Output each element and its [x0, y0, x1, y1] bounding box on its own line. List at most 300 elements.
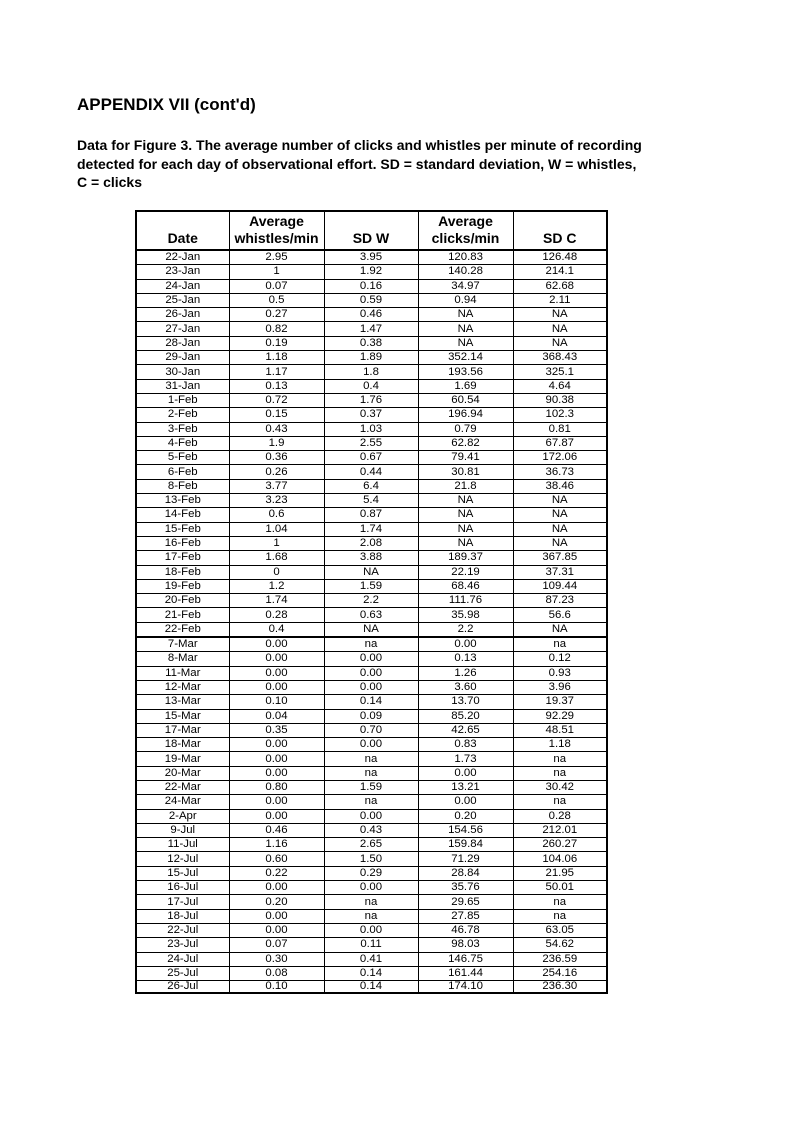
cell-avg-clicks: 352.14 [418, 351, 513, 365]
cell-sd-clicks: 56.6 [513, 608, 607, 622]
table-row [136, 465, 607, 479]
header-average-whistles: Average whistles/min [229, 211, 324, 250]
cell-avg-whistles: 0.00 [229, 637, 324, 652]
table-body [136, 250, 607, 993]
cell-avg-clicks: 146.75 [418, 952, 513, 966]
table-row [136, 780, 607, 794]
cell-date: 19-Feb [136, 579, 229, 593]
cell-avg-whistles: 1.04 [229, 522, 324, 536]
cell-avg-clicks: 42.65 [418, 723, 513, 737]
cell-sd-clicks: 3.96 [513, 680, 607, 694]
cell-avg-clicks: 120.83 [418, 250, 513, 265]
cell-avg-clicks: 13.21 [418, 780, 513, 794]
cell-sd-clicks: 172.06 [513, 451, 607, 465]
caption-line: detected for each day of observational effort. SD = standard deviation, W = whistles, [77, 155, 637, 172]
cell-avg-whistles: 0 [229, 565, 324, 579]
figure-caption [77, 136, 717, 192]
cell-sd-whistles: 1.92 [324, 265, 418, 279]
cell-sd-whistles: 2.2 [324, 594, 418, 608]
cell-sd-clicks: NA [513, 536, 607, 550]
cell-avg-clicks: 0.94 [418, 293, 513, 307]
cell-avg-whistles: 0.00 [229, 881, 324, 895]
cell-sd-clicks: 63.05 [513, 923, 607, 937]
cell-avg-whistles: 0.00 [229, 752, 324, 766]
table-row [136, 637, 607, 652]
cell-avg-clicks: 193.56 [418, 365, 513, 379]
cell-sd-whistles: na [324, 795, 418, 809]
cell-date: 20-Mar [136, 766, 229, 780]
cell-sd-whistles: 0.41 [324, 952, 418, 966]
table-row [136, 508, 607, 522]
cell-date: 23-Jan [136, 265, 229, 279]
cell-avg-whistles: 0.15 [229, 408, 324, 422]
table-row [136, 451, 607, 465]
cell-sd-whistles: 0.59 [324, 293, 418, 307]
cell-sd-clicks: na [513, 895, 607, 909]
cell-sd-whistles: 1.50 [324, 852, 418, 866]
cell-sd-clicks: 54.62 [513, 938, 607, 952]
cell-sd-whistles: 0.00 [324, 666, 418, 680]
cell-date: 14-Feb [136, 508, 229, 522]
table-row [136, 838, 607, 852]
cell-avg-clicks: 0.00 [418, 795, 513, 809]
cell-avg-whistles: 0.27 [229, 308, 324, 322]
table-row [136, 379, 607, 393]
cell-avg-whistles: 0.6 [229, 508, 324, 522]
cell-sd-clicks: 0.28 [513, 809, 607, 823]
cell-sd-clicks: 48.51 [513, 723, 607, 737]
cell-sd-whistles: 0.00 [324, 738, 418, 752]
cell-avg-clicks: 2.2 [418, 622, 513, 637]
cell-sd-clicks: na [513, 752, 607, 766]
cell-avg-clicks: 46.78 [418, 923, 513, 937]
table-row [136, 952, 607, 966]
cell-sd-whistles: na [324, 909, 418, 923]
cell-avg-whistles: 0.46 [229, 823, 324, 837]
cell-sd-clicks: 212.01 [513, 823, 607, 837]
cell-date: 2-Apr [136, 809, 229, 823]
cell-date: 17-Jul [136, 895, 229, 909]
cell-sd-whistles: 1.74 [324, 522, 418, 536]
cell-sd-clicks: 102.3 [513, 408, 607, 422]
cell-date: 6-Feb [136, 465, 229, 479]
cell-date: 26-Jan [136, 308, 229, 322]
header-date: Date [136, 211, 229, 250]
cell-avg-clicks: 0.83 [418, 738, 513, 752]
table-row [136, 579, 607, 593]
cell-sd-clicks: 126.48 [513, 250, 607, 265]
cell-sd-whistles: 0.4 [324, 379, 418, 393]
cell-avg-clicks: 1.73 [418, 752, 513, 766]
table-row [136, 322, 607, 336]
cell-sd-whistles: 1.76 [324, 393, 418, 407]
table-row [136, 393, 607, 407]
cell-avg-clicks: 35.98 [418, 608, 513, 622]
cell-date: 22-Jul [136, 923, 229, 937]
cell-date: 15-Feb [136, 522, 229, 536]
cell-sd-whistles: 1.47 [324, 322, 418, 336]
table-row [136, 695, 607, 709]
cell-avg-whistles: 0.60 [229, 852, 324, 866]
table-row [136, 709, 607, 723]
cell-date: 25-Jul [136, 966, 229, 980]
cell-sd-clicks: 236.30 [513, 981, 607, 994]
cell-sd-whistles: 0.00 [324, 923, 418, 937]
cell-avg-clicks: 0.13 [418, 652, 513, 666]
cell-avg-clicks: 22.19 [418, 565, 513, 579]
cell-avg-whistles: 0.07 [229, 279, 324, 293]
cell-sd-clicks: 367.85 [513, 551, 607, 565]
cell-sd-whistles: 0.46 [324, 308, 418, 322]
cell-date: 20-Feb [136, 594, 229, 608]
cell-avg-clicks: 0.79 [418, 422, 513, 436]
cell-avg-whistles: 0.00 [229, 766, 324, 780]
cell-avg-whistles: 0.00 [229, 795, 324, 809]
cell-sd-whistles: 0.87 [324, 508, 418, 522]
table-row [136, 336, 607, 350]
header-sd-whistles: SD W [324, 211, 418, 250]
cell-sd-clicks: 109.44 [513, 579, 607, 593]
header-average-clicks: Average clicks/min [418, 211, 513, 250]
cell-date: 24-Jul [136, 952, 229, 966]
cell-sd-clicks: 90.38 [513, 393, 607, 407]
table-header-row [136, 211, 607, 250]
cell-sd-whistles: 0.00 [324, 680, 418, 694]
cell-sd-whistles: 0.43 [324, 823, 418, 837]
cell-avg-whistles: 1.18 [229, 351, 324, 365]
cell-avg-clicks: NA [418, 322, 513, 336]
table-row [136, 881, 607, 895]
cell-date: 26-Jul [167, 980, 199, 993]
cell-date: 18-Mar [136, 738, 229, 752]
cell-date: 11-Jul [136, 838, 229, 852]
cell-avg-clicks: 1.69 [418, 379, 513, 393]
table-row [136, 293, 607, 307]
cell-avg-whistles: 0.4 [229, 622, 324, 637]
table-row [136, 408, 607, 422]
cell-avg-whistles: 0.10 [229, 981, 324, 994]
cell-sd-clicks: 368.43 [513, 351, 607, 365]
cell-avg-clicks: NA [418, 536, 513, 550]
table-row [136, 938, 607, 952]
cell-avg-clicks: NA [418, 522, 513, 536]
cell-date: 8-Mar [136, 652, 229, 666]
cell-avg-clicks: 98.03 [418, 938, 513, 952]
cell-sd-whistles: NA [324, 622, 418, 637]
cell-sd-clicks: NA [513, 322, 607, 336]
cell-avg-clicks: 85.20 [418, 709, 513, 723]
cell-date: 21-Feb [136, 608, 229, 622]
cell-sd-clicks: 2.11 [513, 293, 607, 307]
cell-sd-whistles: 0.44 [324, 465, 418, 479]
cell-avg-clicks: 189.37 [418, 551, 513, 565]
table-row [136, 565, 607, 579]
cell-sd-whistles: 0.00 [324, 652, 418, 666]
cell-avg-whistles: 0.36 [229, 451, 324, 465]
cell-avg-whistles: 0.07 [229, 938, 324, 952]
cell-sd-clicks: na [513, 795, 607, 809]
cell-sd-whistles: 0.38 [324, 336, 418, 350]
cell-date: 31-Jan [136, 379, 229, 393]
cell-sd-clicks: 50.01 [513, 881, 607, 895]
table-row [136, 250, 607, 265]
caption-line: C = clicks [77, 174, 142, 190]
cell-sd-clicks: 92.29 [513, 709, 607, 723]
appendix-heading: APPENDIX VII (cont'd) [77, 95, 256, 114]
table-row [136, 981, 607, 994]
cell-avg-clicks: 159.84 [418, 838, 513, 852]
cell-date: 18-Jul [136, 909, 229, 923]
cell-avg-whistles: 1.16 [229, 838, 324, 852]
cell-date: 5-Feb [136, 451, 229, 465]
cell-avg-whistles: 0.00 [229, 652, 324, 666]
cell-sd-clicks: na [513, 909, 607, 923]
table-row [136, 522, 607, 536]
cell-sd-clicks: NA [513, 336, 607, 350]
clicks-whistles-table [135, 210, 608, 994]
cell-sd-clicks: 0.81 [513, 422, 607, 436]
cell-sd-clicks: 254.16 [513, 966, 607, 980]
cell-sd-whistles: na [324, 895, 418, 909]
cell-avg-clicks: 1.26 [418, 666, 513, 680]
cell-date: 8-Feb [136, 479, 229, 493]
table-row [136, 622, 607, 637]
cell-date: 23-Jul [136, 938, 229, 952]
cell-sd-whistles: 0.63 [324, 608, 418, 622]
cell-sd-whistles: 1.8 [324, 365, 418, 379]
cell-avg-clicks: 27.85 [418, 909, 513, 923]
cell-avg-whistles: 1.74 [229, 594, 324, 608]
cell-sd-whistles: 1.59 [324, 780, 418, 794]
cell-avg-whistles: 0.10 [229, 695, 324, 709]
cell-sd-clicks: 236.59 [513, 952, 607, 966]
cell-date: 28-Jan [136, 336, 229, 350]
cell-avg-clicks: 35.76 [418, 881, 513, 895]
cell-sd-whistles: 0.14 [324, 966, 418, 980]
cell-avg-clicks: NA [418, 336, 513, 350]
cell-sd-clicks: 214.1 [513, 265, 607, 279]
table-row [136, 823, 607, 837]
cell-date: 16-Jul [136, 881, 229, 895]
table-row [136, 809, 607, 823]
cell-avg-whistles: 0.00 [229, 909, 324, 923]
cell-avg-clicks: 34.97 [418, 279, 513, 293]
cell-sd-whistles: 0.29 [324, 866, 418, 880]
cell-avg-clicks: 111.76 [418, 594, 513, 608]
cell-sd-whistles: 3.88 [324, 551, 418, 565]
cell-avg-clicks: NA [418, 508, 513, 522]
cell-date: 22-Mar [136, 780, 229, 794]
cell-date: 19-Mar [136, 752, 229, 766]
table-row [136, 536, 607, 550]
table-row [136, 594, 607, 608]
cell-avg-whistles: 0.00 [229, 809, 324, 823]
cell-avg-whistles: 0.72 [229, 393, 324, 407]
cell-sd-whistles: na [324, 766, 418, 780]
table-row [136, 752, 607, 766]
table-row [136, 551, 607, 565]
cell-sd-clicks: 104.06 [513, 852, 607, 866]
cell-avg-clicks: 140.28 [418, 265, 513, 279]
cell-avg-clicks: 196.94 [418, 408, 513, 422]
table-row [136, 738, 607, 752]
cell-date: 1-Feb [136, 393, 229, 407]
cell-sd-clicks: 4.64 [513, 379, 607, 393]
cell-avg-clicks: 0.20 [418, 809, 513, 823]
cell-avg-whistles: 1 [229, 265, 324, 279]
cell-date: 29-Jan [136, 351, 229, 365]
cell-sd-clicks: 38.46 [513, 479, 607, 493]
cell-sd-whistles: 2.65 [324, 838, 418, 852]
cell-date: 17-Mar [136, 723, 229, 737]
cell-sd-whistles: 0.16 [324, 279, 418, 293]
cell-sd-whistles: 6.4 [324, 479, 418, 493]
cell-sd-clicks: 30.42 [513, 780, 607, 794]
table-row [136, 652, 607, 666]
cell-avg-clicks: 62.82 [418, 436, 513, 450]
table-row [136, 351, 607, 365]
cell-sd-clicks: 260.27 [513, 838, 607, 852]
cell-avg-whistles: 0.00 [229, 923, 324, 937]
cell-sd-whistles: 1.89 [324, 351, 418, 365]
cell-avg-clicks: 79.41 [418, 451, 513, 465]
cell-avg-whistles: 0.26 [229, 465, 324, 479]
cell-date: 11-Mar [136, 666, 229, 680]
cell-avg-whistles: 0.00 [229, 680, 324, 694]
cell-sd-whistles: 2.08 [324, 536, 418, 550]
cell-date: 15-Mar [136, 709, 229, 723]
cell-sd-clicks: 36.73 [513, 465, 607, 479]
cell-sd-clicks: NA [513, 494, 607, 508]
cell-sd-whistles: 0.37 [324, 408, 418, 422]
table-row [136, 795, 607, 809]
table-row [136, 766, 607, 780]
header-sd-clicks: SD C [513, 211, 607, 250]
cell-date: 12-Jul [136, 852, 229, 866]
table-row [136, 365, 607, 379]
cell-date: 22-Feb [136, 622, 229, 637]
cell-sd-whistles: 0.70 [324, 723, 418, 737]
cell-date: 4-Feb [136, 436, 229, 450]
cell-avg-clicks: 28.84 [418, 866, 513, 880]
cell-avg-whistles: 1.68 [229, 551, 324, 565]
cell-avg-whistles: 3.77 [229, 479, 324, 493]
cell-date: 9-Jul [136, 823, 229, 837]
cell-avg-whistles: 0.5 [229, 293, 324, 307]
cell-date: 7-Mar [136, 637, 229, 652]
cell-sd-whistles: 0.67 [324, 451, 418, 465]
cell-date: 13-Mar [136, 695, 229, 709]
cell-sd-clicks: 21.95 [513, 866, 607, 880]
cell-date: 24-Mar [136, 795, 229, 809]
cell-avg-whistles: 1.2 [229, 579, 324, 593]
table-row [136, 923, 607, 937]
cell-avg-clicks: 21.8 [418, 479, 513, 493]
cell-date: 16-Feb [136, 536, 229, 550]
cell-sd-clicks: NA [513, 508, 607, 522]
cell-sd-whistles: 0.11 [324, 938, 418, 952]
table-row [136, 666, 607, 680]
cell-avg-clicks: 60.54 [418, 393, 513, 407]
cell-avg-whistles: 0.22 [229, 866, 324, 880]
table-row [136, 895, 607, 909]
table-row [136, 422, 607, 436]
table-row [136, 265, 607, 279]
cell-avg-clicks: 71.29 [418, 852, 513, 866]
cell-sd-whistles: 1.59 [324, 579, 418, 593]
cell-avg-clicks: 68.46 [418, 579, 513, 593]
table-row [136, 436, 607, 450]
table-row [136, 866, 607, 880]
table-row [136, 909, 607, 923]
cell-avg-whistles: 2.95 [229, 250, 324, 265]
cell-sd-clicks: 62.68 [513, 279, 607, 293]
cell-avg-whistles: 1.9 [229, 436, 324, 450]
table-row [136, 608, 607, 622]
cell-date: 30-Jan [136, 365, 229, 379]
cell-avg-clicks: 161.44 [418, 966, 513, 980]
cell-avg-clicks: 3.60 [418, 680, 513, 694]
cell-avg-whistles: 0.20 [229, 895, 324, 909]
cell-date: 15-Jul [136, 866, 229, 880]
cell-avg-whistles: 3.23 [229, 494, 324, 508]
cell-sd-clicks: 325.1 [513, 365, 607, 379]
cell-avg-whistles: 0.82 [229, 322, 324, 336]
cell-avg-whistles: 0.80 [229, 780, 324, 794]
cell-sd-clicks: na [513, 766, 607, 780]
cell-date: 18-Feb [136, 565, 229, 579]
cell-sd-clicks: NA [513, 622, 607, 637]
cell-sd-clicks: NA [513, 308, 607, 322]
cell-avg-whistles: 0.43 [229, 422, 324, 436]
cell-avg-whistles: 0.08 [229, 966, 324, 980]
cell-sd-clicks: na [513, 637, 607, 652]
caption-line: Data for Figure 3. The average number of clicks and whistles per minute of recording [77, 137, 642, 153]
cell-sd-whistles: 0.14 [324, 981, 418, 994]
cell-date: 2-Feb [136, 408, 229, 422]
table-row [136, 852, 607, 866]
cell-avg-whistles: 0.04 [229, 709, 324, 723]
cell-avg-whistles: 1 [229, 536, 324, 550]
cell-date: 27-Jan [136, 322, 229, 336]
cell-date: 22-Jan [136, 250, 229, 265]
cell-sd-whistles: na [324, 752, 418, 766]
cell-sd-whistles: 1.03 [324, 422, 418, 436]
cell-avg-whistles: 0.35 [229, 723, 324, 737]
cell-date: 12-Mar [136, 680, 229, 694]
cell-avg-whistles: 0.30 [229, 952, 324, 966]
cell-sd-clicks: 0.93 [513, 666, 607, 680]
cell-date: 24-Jan [136, 279, 229, 293]
cell-avg-whistles: 0.00 [229, 666, 324, 680]
cell-avg-clicks: 0.00 [418, 637, 513, 652]
cell-sd-whistles: NA [324, 565, 418, 579]
cell-avg-clicks: 0.00 [418, 766, 513, 780]
table-row [136, 966, 607, 980]
cell-sd-whistles: 0.14 [324, 695, 418, 709]
cell-avg-whistles: 0.13 [229, 379, 324, 393]
table-row [136, 308, 607, 322]
cell-sd-whistles: 0.09 [324, 709, 418, 723]
cell-sd-clicks: 87.23 [513, 594, 607, 608]
cell-avg-whistles: 1.17 [229, 365, 324, 379]
cell-sd-whistles: 3.95 [324, 250, 418, 265]
cell-avg-whistles: 0.19 [229, 336, 324, 350]
cell-date: 13-Feb [136, 494, 229, 508]
cell-sd-whistles: 5.4 [324, 494, 418, 508]
cell-avg-clicks: NA [418, 308, 513, 322]
cell-sd-clicks: 0.12 [513, 652, 607, 666]
